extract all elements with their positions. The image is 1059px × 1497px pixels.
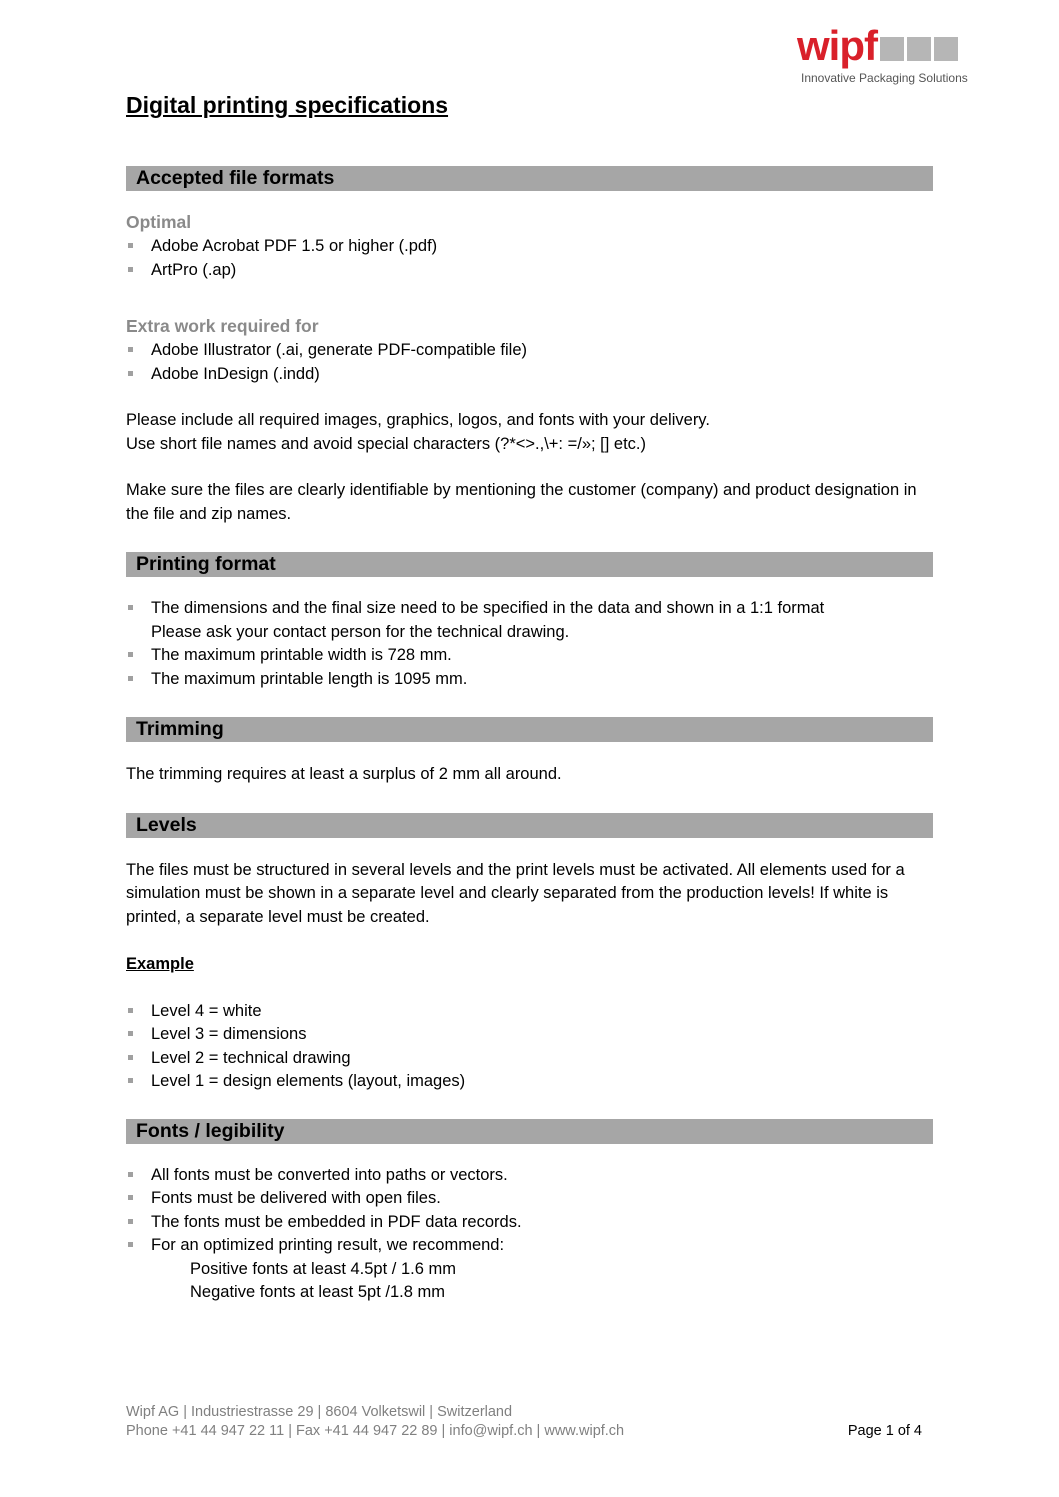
list-item: The maximum printable width is 728 mm. bbox=[126, 644, 933, 668]
list-item: Adobe Acrobat PDF 1.5 or higher (.pdf) bbox=[126, 235, 933, 259]
optimal-label: Optimal bbox=[126, 212, 192, 232]
list-item-line: Please ask your contact person for the technical drawing. bbox=[151, 622, 570, 641]
section-heading-fonts: Fonts / legibility bbox=[126, 1119, 933, 1144]
example-label: Example bbox=[126, 955, 194, 973]
levels-list bbox=[126, 1000, 933, 1094]
delivery-note-line1: Please include all required images, graphics, logos, and fonts with your delivery. bbox=[126, 411, 710, 429]
logo-squares-icon bbox=[880, 37, 958, 61]
list-item: Level 3 = dimensions bbox=[126, 1023, 933, 1047]
delivery-note-line2: Use short file names and avoid special characters (?*<>.,\+: =/»; [] etc.) bbox=[126, 434, 647, 453]
company-logo bbox=[797, 22, 975, 85]
section-heading-printing-format: Printing format bbox=[126, 552, 933, 577]
list-item-line: The dimensions and the final size need to be specified in the data and shown in a 1:1 format bbox=[151, 599, 825, 617]
footer-address: Wipf AG | Industriestrasse 29 | 8604 Volketswil | Switzerland bbox=[126, 1404, 513, 1420]
list-item: All fonts must be converted into paths or vectors. bbox=[126, 1164, 933, 1188]
fonts-list bbox=[126, 1164, 933, 1258]
list-item: Adobe InDesign (.indd) bbox=[126, 363, 933, 387]
levels-text: The files must be structured in several levels and the print levels must be activated. All elements used for a simulation must be shown in a separate level and clearly separated from the production levels! If white is printed, a separate level must be created. bbox=[126, 860, 905, 926]
list-item: The fonts must be embedded in PDF data records. bbox=[126, 1211, 933, 1235]
section-heading-trimming: Trimming bbox=[126, 717, 933, 742]
list-item: Level 4 = white bbox=[126, 1000, 933, 1024]
list-item: Adobe Illustrator (.ai, generate PDF-compatible file) bbox=[126, 339, 933, 363]
trimming-text: The trimming requires at least a surplus of 2 mm all around. bbox=[126, 765, 562, 783]
logo-tagline: Innovative Packaging Solutions bbox=[801, 71, 968, 85]
printing-format-list bbox=[126, 597, 933, 691]
file-naming-note: Make sure the files are clearly identifiable by mentioning the customer (company) and product designation in the file and zip names. bbox=[126, 481, 917, 523]
extra-formats-list bbox=[126, 339, 933, 386]
list-item: For an optimized printing result, we recommend: bbox=[126, 1234, 933, 1258]
document-body bbox=[126, 166, 933, 1305]
list-item bbox=[126, 597, 933, 644]
page-number: Page 1 of 4 bbox=[847, 1423, 922, 1439]
list-item: Fonts must be delivered with open files. bbox=[126, 1187, 933, 1211]
list-item: ArtPro (.ap) bbox=[126, 259, 933, 283]
font-recommendation-positive: Positive fonts at least 4.5pt / 1.6 mm bbox=[190, 1259, 456, 1278]
page-footer bbox=[126, 1403, 922, 1441]
font-recommendation-negative: Negative fonts at least 5pt /1.8 mm bbox=[190, 1283, 445, 1301]
list-item: Level 1 = design elements (layout, images) bbox=[126, 1070, 933, 1094]
document-title: Digital printing specifications bbox=[126, 92, 449, 118]
list-item: The maximum printable length is 1095 mm. bbox=[126, 668, 933, 692]
footer-contact: Phone +41 44 947 22 11 | Fax +41 44 947 22 89 | info@wipf.ch | www.wipf.ch bbox=[126, 1423, 625, 1439]
list-item: Level 2 = technical drawing bbox=[126, 1047, 933, 1071]
extra-work-label: Extra work required for bbox=[126, 316, 319, 336]
logo-wordmark: wipf bbox=[797, 22, 877, 69]
section-heading-levels: Levels bbox=[126, 813, 933, 838]
optimal-formats-list bbox=[126, 235, 933, 282]
section-heading-file-formats: Accepted file formats bbox=[126, 166, 933, 191]
